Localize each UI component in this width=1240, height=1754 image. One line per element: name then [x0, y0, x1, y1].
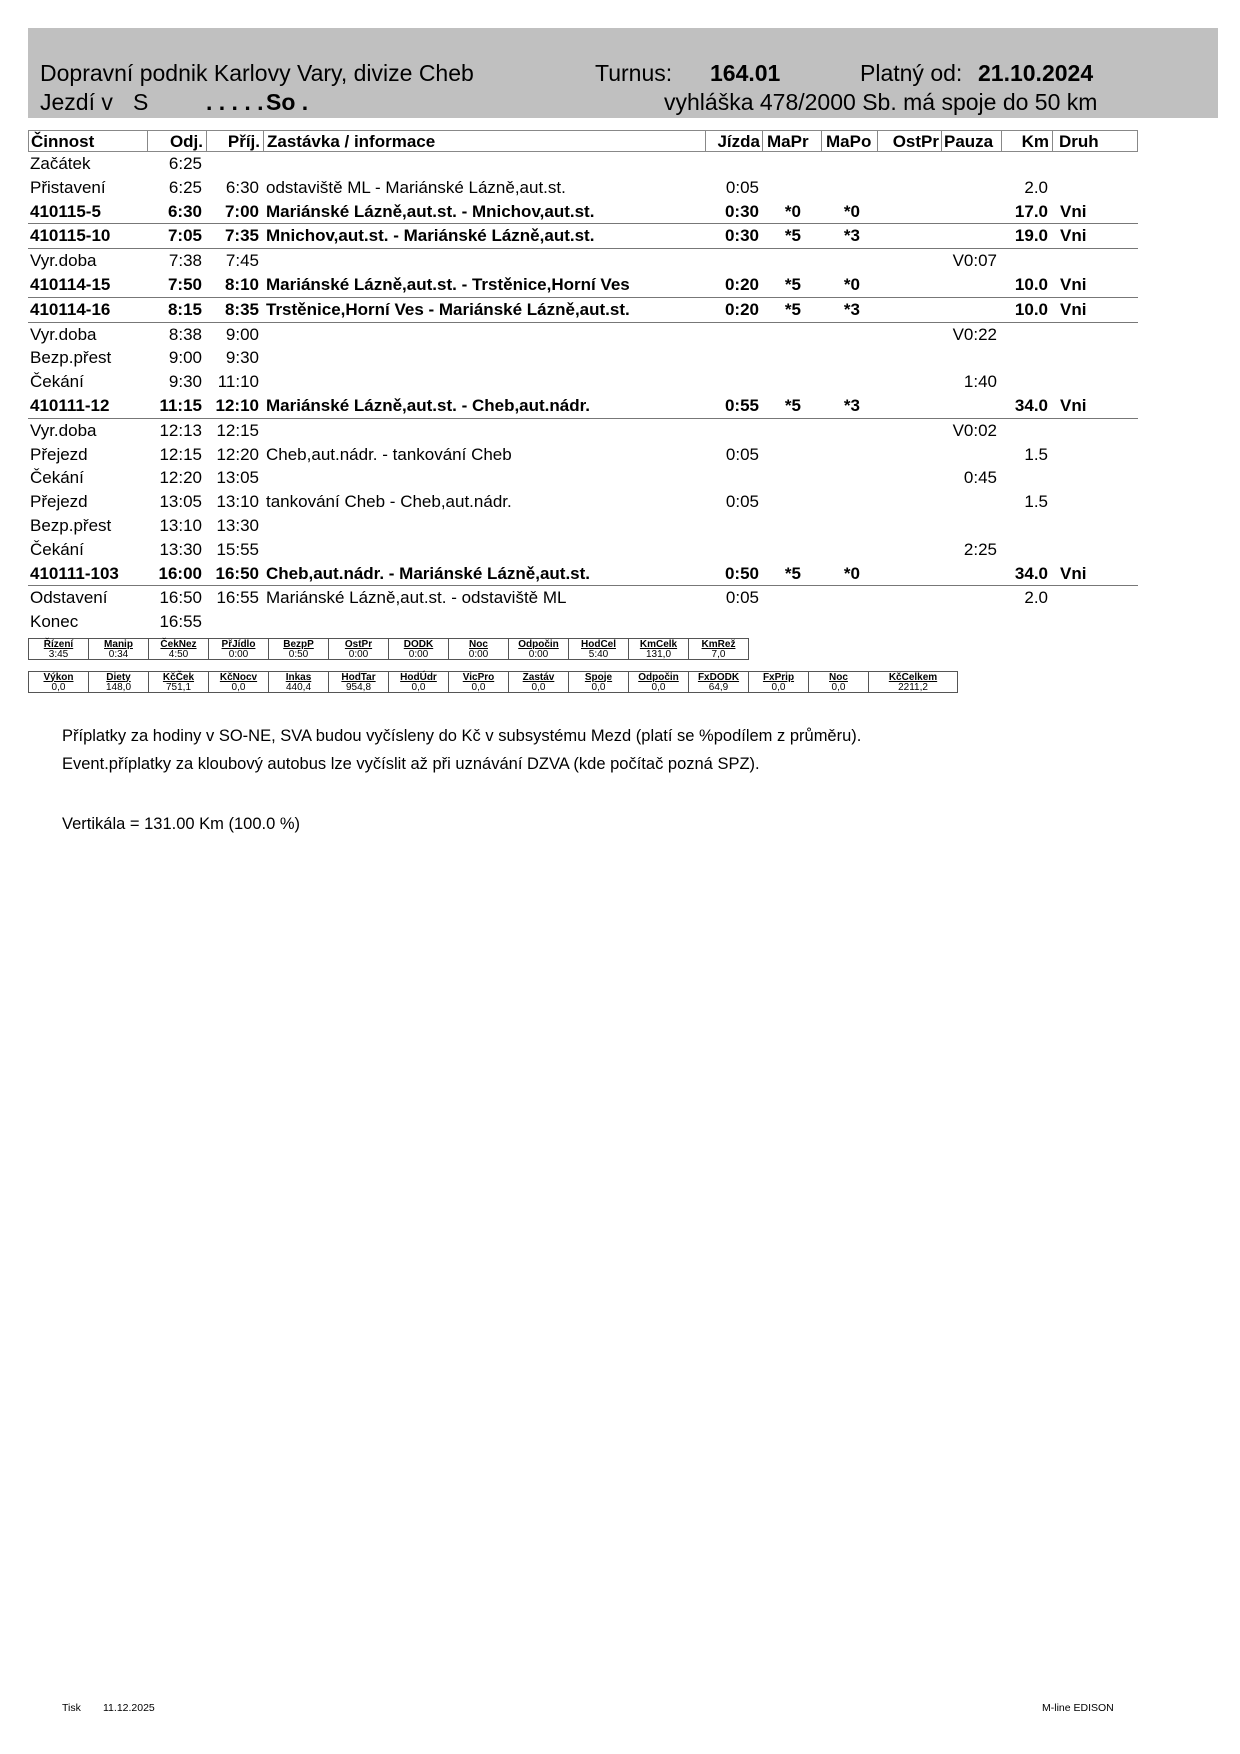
summary-header: Diety [89, 672, 149, 683]
cell-pauza: V0:02 [952, 420, 997, 440]
cell-odj: 16:55 [159, 612, 202, 632]
summary-value: 751,1 [149, 682, 209, 693]
cell-mapr: *5 [784, 563, 801, 583]
summary-header: Odpočin [629, 672, 689, 683]
valid-from-label: Platný od: [860, 60, 963, 86]
summary-header: Řízení [29, 639, 89, 650]
col-jizda: Jízda [717, 132, 760, 151]
summary-value: 0,0 [809, 682, 869, 693]
summary-header: KčČek [149, 672, 209, 683]
summary-value: 64,9 [689, 682, 749, 693]
cell-cinnost: Odstavení [30, 588, 108, 608]
cell-jizda: 0:05 [725, 444, 759, 464]
cell-odj: 9:30 [168, 372, 202, 392]
runs-days-dots: . . . . . [206, 89, 264, 115]
valid-from-value: 21.10.2024 [978, 60, 1094, 86]
table-row [28, 200, 1138, 225]
cell-km: 2.0 [1024, 177, 1048, 197]
table-row [28, 394, 1138, 419]
summary-header: ČekNez [149, 639, 209, 650]
cell-cinnost: 410115-10 [30, 226, 111, 246]
cell-jizda: 0:30 [724, 201, 759, 221]
table-row [28, 152, 1138, 176]
cell-info: Mariánské Lázně,aut.st. - Trstěnice,Horní Ves [266, 274, 630, 294]
summary-value: 3:45 [29, 649, 89, 660]
cell-mapr: *5 [784, 299, 801, 319]
summary-value: 0,0 [509, 682, 569, 693]
col-cinnost: Činnost [31, 132, 95, 151]
summary-value: 0:50 [269, 649, 329, 660]
summary-header: Noc [809, 672, 869, 683]
summary-header: Inkas [269, 672, 329, 683]
cell-pauza: 0:45 [963, 468, 997, 488]
summary-table-1 [28, 638, 749, 660]
cell-cinnost: 410111-12 [30, 395, 110, 415]
document-header [28, 28, 1218, 118]
cell-km: 34.0 [1014, 395, 1048, 415]
cell-cinnost: 410114-16 [30, 299, 111, 319]
cell-cinnost: Vyr.doba [30, 324, 97, 344]
cell-odj: 6:25 [168, 177, 202, 197]
table-header [28, 130, 1138, 152]
cell-cinnost: Přejezd [30, 492, 88, 512]
table-row [28, 298, 1138, 323]
col-mapr: MaPr [767, 132, 809, 151]
regulation-note: vyhláška 478/2000 Sb. má spoje do 50 km [664, 89, 1098, 115]
cell-odj: 8:15 [167, 299, 202, 319]
cell-prij: 7:00 [224, 201, 259, 221]
cell-info: Trstěnice,Horní Ves - Mariánské Lázně,aut.st. [266, 299, 630, 319]
cell-prij: 9:30 [225, 348, 259, 368]
summary-value: 954,8 [329, 682, 389, 693]
summary-header: HodÚdr [389, 672, 449, 683]
cell-druh: Vni [1060, 563, 1087, 583]
summary-value: 0:00 [509, 649, 569, 660]
cell-info: Cheb,aut.nádr. - tankování Cheb [266, 444, 512, 464]
table-row [28, 586, 1138, 610]
col-zastavka: Zastávka / informace [267, 132, 436, 151]
cell-odj: 13:30 [159, 539, 202, 559]
cell-prij: 8:35 [224, 299, 259, 319]
summary-header: BezpP [269, 639, 329, 650]
cell-km: 34.0 [1014, 563, 1048, 583]
summary-header: Noc [449, 639, 509, 650]
summary-header: OstPr [329, 639, 389, 650]
cell-pauza: V0:07 [952, 251, 997, 271]
cell-info: tankování Cheb - Cheb,aut.nádr. [266, 492, 512, 512]
table-row [28, 224, 1138, 249]
print-date: 11.12.2025 [103, 1702, 155, 1714]
col-odj: Odj. [169, 132, 203, 151]
summary-value: 0:34 [89, 649, 149, 660]
cell-info: Cheb,aut.nádr. - Mariánské Lázně,aut.st. [266, 563, 591, 583]
summary-header: Výkon [29, 672, 89, 683]
cell-cinnost: Čekání [30, 539, 84, 559]
cell-odj: 8:38 [168, 324, 202, 344]
cell-odj: 6:25 [168, 154, 202, 173]
summary-header: DODK [389, 639, 449, 650]
cell-mapo: *3 [843, 226, 860, 246]
cell-cinnost: Přistavení [30, 177, 106, 197]
table-row [28, 419, 1138, 443]
cell-prij: 13:05 [216, 468, 259, 488]
cell-info: Mariánské Lázně,aut.st. - Cheb,aut.nádr. [266, 395, 591, 415]
summary-header: KčNocv [209, 672, 269, 683]
table-row [28, 370, 1138, 394]
summary-value: 2211,2 [869, 682, 958, 693]
cell-odj: 12:15 [159, 444, 202, 464]
cell-jizda: 0:50 [724, 563, 759, 583]
cell-druh: Vni [1060, 299, 1087, 319]
vertikala-summary: Vertikála = 131.00 Km (100.0 %) [62, 815, 301, 833]
cell-odj: 12:13 [159, 420, 202, 440]
summary-header: VicPro [449, 672, 509, 683]
cell-cinnost: Bezp.přest [30, 515, 112, 535]
cell-jizda: 0:55 [724, 395, 759, 415]
cell-km: 17.0 [1014, 201, 1048, 221]
summary-value: 131,0 [629, 649, 689, 660]
cell-jizda: 0:05 [725, 588, 759, 608]
print-label: Tisk [62, 1702, 81, 1714]
cell-jizda: 0:05 [725, 177, 759, 197]
summary-header: FxDODK [689, 672, 749, 683]
cell-jizda: 0:30 [724, 226, 759, 246]
summary-value: 148,0 [89, 682, 149, 693]
table-row [28, 538, 1138, 562]
cell-prij: 11:10 [217, 372, 259, 392]
summary-value: 7,0 [689, 649, 749, 660]
summary-header: PřJídlo [209, 639, 269, 650]
cell-km: 1.5 [1024, 492, 1048, 512]
cell-odj: 13:10 [159, 515, 202, 535]
cell-mapo: *3 [843, 395, 860, 415]
summary-value: 0,0 [569, 682, 629, 693]
summary-value: 5:40 [569, 649, 629, 660]
summary-header: HodCel [569, 639, 629, 650]
turnus-label: Turnus: [595, 60, 673, 86]
cell-km: 10.0 [1014, 274, 1048, 294]
summary-value: 0:00 [449, 649, 509, 660]
summary-header: Manip [89, 639, 149, 650]
runs-code: S [133, 89, 149, 115]
cell-mapo: *3 [843, 299, 860, 319]
cell-km: 2.0 [1024, 588, 1048, 608]
col-ostpr: OstPr [892, 132, 939, 151]
cell-prij: 15:55 [216, 539, 259, 559]
table-row [28, 273, 1138, 298]
table-row [28, 249, 1138, 273]
table-row [28, 346, 1138, 370]
cell-prij: 12:20 [216, 444, 259, 464]
cell-odj: 7:50 [167, 274, 202, 294]
table-row [28, 466, 1138, 490]
cell-odj: 7:05 [167, 226, 202, 246]
company-name: Dopravní podnik Karlovy Vary, divize Cheb [40, 60, 474, 86]
cell-cinnost: Čekání [30, 468, 84, 488]
cell-info: odstaviště ML - Mariánské Lázně,aut.st. [266, 177, 566, 197]
summary-header: KčCelkem [869, 672, 958, 683]
cell-mapr: *5 [784, 395, 801, 415]
col-mapo: MaPo [826, 132, 872, 151]
cell-pauza: 2:25 [963, 539, 997, 559]
summary-value: 0,0 [749, 682, 809, 693]
cell-prij: 12:15 [216, 420, 259, 440]
software-name: M-line EDISON [1042, 1702, 1114, 1714]
cell-prij: 7:45 [225, 251, 259, 271]
cell-prij: 12:10 [215, 395, 259, 415]
cell-cinnost: Konec [30, 612, 79, 632]
summary-table-2 [28, 671, 958, 693]
cell-jizda: 0:20 [724, 299, 759, 319]
summary-header: Spoje [569, 672, 629, 683]
cell-prij: 9:00 [225, 324, 259, 344]
runs-days: So . [266, 89, 309, 115]
table-row [28, 514, 1138, 538]
cell-cinnost: Vyr.doba [30, 251, 97, 271]
runs-label: Jezdí v [40, 89, 113, 115]
cell-druh: Vni [1060, 395, 1087, 415]
cell-druh: Vni [1060, 201, 1087, 221]
cell-info: Mariánské Lázně,aut.st. - Mnichov,aut.st. [266, 201, 595, 221]
cell-pauza: V0:22 [952, 324, 997, 344]
cell-km: 1.5 [1024, 444, 1048, 464]
cell-odj: 13:05 [159, 492, 202, 512]
cell-km: 10.0 [1014, 299, 1048, 319]
cell-cinnost: Bezp.přest [30, 348, 112, 368]
table-row [28, 490, 1138, 514]
summary-value: 440,4 [269, 682, 329, 693]
cell-druh: Vni [1060, 226, 1087, 246]
cell-cinnost: 410114-15 [30, 274, 111, 294]
cell-jizda: 0:05 [725, 492, 759, 512]
cell-druh: Vni [1060, 274, 1087, 294]
summary-value: 4:50 [149, 649, 209, 660]
note-weekend-surcharge: Příplatky za hodiny v SO-NE, SVA budou vyčísleny do Kč v subsystému Mezd (platí se %podílem z průměru). [62, 727, 862, 745]
summary-value: 0,0 [629, 682, 689, 693]
cell-pauza: 1:40 [963, 372, 997, 392]
summary-value: 0:00 [209, 649, 269, 660]
schedule-table [28, 130, 1138, 634]
cell-info: Mariánské Lázně,aut.st. - odstaviště ML [266, 588, 567, 608]
table-row [28, 610, 1138, 634]
cell-prij: 7:35 [224, 226, 259, 246]
cell-mapr: *5 [784, 226, 801, 246]
cell-odj: 11:15 [159, 395, 202, 415]
summary-header: HodTar [329, 672, 389, 683]
summary-value: 0,0 [209, 682, 269, 693]
cell-prij: 16:50 [215, 563, 259, 583]
summary-header: KmCelk [629, 639, 689, 650]
cell-odj: 7:38 [168, 251, 202, 271]
cell-odj: 12:20 [159, 468, 202, 488]
summary-value: 0,0 [449, 682, 509, 693]
summary-header: Zastáv [509, 672, 569, 683]
table-body [28, 152, 1138, 634]
summary-value: 0,0 [29, 682, 89, 693]
cell-mapo: *0 [843, 563, 860, 583]
cell-prij: 13:10 [216, 492, 259, 512]
cell-prij: 6:30 [225, 177, 259, 197]
cell-mapr: *5 [784, 274, 801, 294]
cell-cinnost: 410115-5 [30, 201, 101, 221]
cell-cinnost: Začátek [30, 154, 91, 173]
summary-value: 0:00 [389, 649, 449, 660]
turnus-value: 164.01 [710, 60, 781, 86]
cell-cinnost: 410111-103 [30, 563, 119, 583]
table-row [28, 176, 1138, 200]
summary-header: KmRež [689, 639, 749, 650]
col-km: Km [1021, 132, 1049, 151]
table-row [28, 323, 1138, 347]
col-pauza: Pauza [944, 132, 994, 151]
cell-odj: 9:00 [168, 348, 202, 368]
cell-mapo: *0 [843, 201, 860, 221]
cell-cinnost: Přejezd [30, 444, 88, 464]
summary-value: 0,0 [389, 682, 449, 693]
cell-mapo: *0 [843, 274, 860, 294]
cell-km: 19.0 [1014, 226, 1048, 246]
cell-odj: 16:50 [159, 588, 202, 608]
table-row [28, 443, 1138, 467]
cell-mapr: *0 [784, 201, 801, 221]
cell-prij: 8:10 [224, 274, 259, 294]
note-articulated-bus: Event.příplatky za kloubový autobus lze vyčíslit až při uznávání DZVA (kde počítač pozná SPZ). [62, 755, 760, 773]
cell-prij: 16:55 [216, 588, 259, 608]
col-druh: Druh [1059, 132, 1099, 151]
cell-prij: 13:30 [216, 515, 259, 535]
summary-header: FxPrip [749, 672, 809, 683]
summary-header: Odpočin [509, 639, 569, 650]
cell-info: Mnichov,aut.st. - Mariánské Lázně,aut.st. [266, 226, 595, 246]
cell-odj: 6:30 [167, 201, 202, 221]
col-prij: Příj. [227, 132, 260, 151]
table-row [28, 562, 1138, 587]
cell-jizda: 0:20 [724, 274, 759, 294]
summary-value: 0:00 [329, 649, 389, 660]
cell-cinnost: Čekání [30, 372, 84, 392]
cell-odj: 16:00 [158, 563, 202, 583]
cell-cinnost: Vyr.doba [30, 420, 97, 440]
